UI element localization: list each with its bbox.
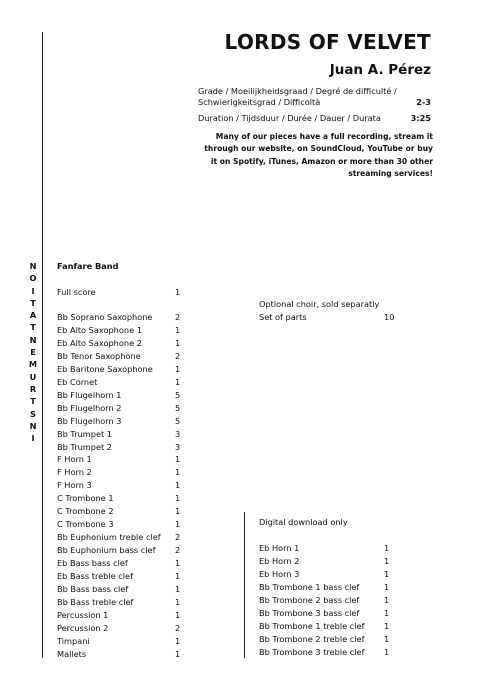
band-part-qty: 1 xyxy=(175,571,181,581)
band-part-name: Eb Bass treble clef xyxy=(57,571,133,581)
band-part-name: Bb Flugelhorn 1 xyxy=(57,389,122,400)
band-part-name: Bb Trumpet 1 xyxy=(57,428,112,439)
left-margin-rule xyxy=(42,32,43,658)
digital-part-name: Bb Trombone 2 treble clef xyxy=(259,634,365,644)
band-part-name: F Horn 2 xyxy=(57,467,92,478)
digital-part-qty: 1 xyxy=(384,608,390,618)
digital-part-name: Eb Horn 1 xyxy=(259,543,300,553)
digital-part-qty: 1 xyxy=(384,543,390,553)
band-part-qty: 1 xyxy=(175,337,181,348)
band-part-name: Bb Bass bass clef xyxy=(57,583,129,594)
side-label-letter: T xyxy=(30,297,36,308)
band-part-qty: 1 xyxy=(175,609,181,620)
side-label-letter: U xyxy=(29,371,37,382)
band-part-qty: 5 xyxy=(175,402,181,413)
instrumentation-side-label xyxy=(26,260,40,460)
side-label-letter: E xyxy=(30,347,36,358)
band-part-name: Eb Cornet xyxy=(57,376,98,387)
band-part-name: Eb Alto Saxophone 2 xyxy=(57,337,142,348)
band-part-name: Eb Bass bass clef xyxy=(57,558,128,569)
side-label-letter: R xyxy=(29,383,37,394)
digital-heading: Digital download only xyxy=(259,517,348,527)
band-part-name: Eb Baritone Saxophone xyxy=(57,363,153,374)
band-part-qty: 1 xyxy=(175,506,181,517)
band-part-name: Bb Euphonium bass clef xyxy=(57,545,156,556)
side-label-letter: T xyxy=(30,396,36,407)
band-part-qty: 1 xyxy=(175,324,181,335)
streaming-note: Many of our pieces have a full recording, stream it through our website, on SoundCloud, YouTube or buy it on Spotify, iTunes, Amazon or more than 30 other streaming services! xyxy=(204,132,433,179)
band-part-name: Percussion 1 xyxy=(57,609,109,620)
side-label-letter: O xyxy=(29,273,37,284)
side-label-letter: M xyxy=(28,359,38,370)
digital-part-qty: 1 xyxy=(384,556,390,566)
digital-part-name: Bb Trombone 1 bass clef xyxy=(259,582,360,592)
side-label-letter: I xyxy=(31,285,35,296)
duration-label: Duration / Tijdsduur / Durée / Dauer / Durata xyxy=(198,113,381,123)
band-part-qty: 2 xyxy=(175,622,181,633)
grade-value: 2-3 xyxy=(416,97,431,107)
band-part-name: C Trombone 3 xyxy=(57,519,114,530)
band-part-name: Bb Trumpet 2 xyxy=(57,441,112,452)
band-part-qty: 3 xyxy=(175,441,181,452)
digital-part-qty: 1 xyxy=(384,569,390,579)
digital-part-name: Bb Trombone 1 treble clef xyxy=(259,621,365,631)
band-part-qty: 1 xyxy=(175,454,181,465)
band-heading: Fanfare Band xyxy=(57,261,119,271)
band-part-name: Bb Euphonium treble clef xyxy=(57,532,161,543)
band-part-qty: 1 xyxy=(175,493,181,504)
optional-item-name: Set of parts xyxy=(259,312,307,322)
band-part-name: Bb Tenor Saxophone xyxy=(57,350,141,361)
band-part-qty: 1 xyxy=(175,376,181,387)
band-part-qty: 1 xyxy=(175,596,181,607)
optional-item-qty: 10 xyxy=(384,312,395,322)
band-part-name: C Trombone 2 xyxy=(57,506,114,517)
digital-part-qty: 1 xyxy=(384,647,390,657)
duration-value: 3:25 xyxy=(410,113,431,123)
band-part-name: Timpani xyxy=(57,635,90,646)
band-part-qty: 2 xyxy=(175,545,181,556)
side-label-letter: I xyxy=(31,433,35,444)
optional-heading: Optional choir, sold separatly xyxy=(259,299,380,309)
band-part-qty: 5 xyxy=(175,389,181,400)
band-part-name: Eb Alto Saxophone 1 xyxy=(57,324,142,335)
grade-label-line1: Grade / Moeilijkheidsgraad / Degré de difficulté / xyxy=(198,86,397,96)
band-part-name: Mallets xyxy=(57,648,87,659)
band-part-qty: 1 xyxy=(175,558,181,569)
band-part-qty: 3 xyxy=(175,428,181,439)
digital-column-rule xyxy=(244,512,245,658)
side-label-letter: N xyxy=(29,334,37,345)
band-part-qty: 1 xyxy=(175,583,181,594)
digital-part-qty: 1 xyxy=(384,595,390,605)
digital-part-name: Eb Horn 2 xyxy=(259,556,300,566)
band-part-qty: 1 xyxy=(175,480,181,491)
side-label-letter: N xyxy=(29,420,37,431)
piece-title: LORDS OF VELVET xyxy=(224,30,431,54)
band-part-qty: 1 xyxy=(175,363,181,374)
band-part-qty: 2 xyxy=(175,350,181,361)
side-label-letter: N xyxy=(29,261,37,271)
digital-part-qty: 1 xyxy=(384,634,390,644)
band-part-qty: 1 xyxy=(175,635,181,646)
digital-part-name: Bb Trombone 2 bass clef xyxy=(259,595,360,605)
band-part-name: Bb Bass treble clef xyxy=(57,596,134,607)
digital-part-name: Bb Trombone 3 treble clef xyxy=(259,647,365,657)
band-part-name: F Horn 1 xyxy=(57,454,92,465)
band-part-name: Bb Soprano Saxophone xyxy=(57,312,153,322)
band-part-qty: 5 xyxy=(175,415,181,426)
band-part-name: Bb Flugelhorn 3 xyxy=(57,415,122,426)
full-score-name: Full score xyxy=(57,287,96,297)
digital-part-name: Bb Trombone 3 bass clef xyxy=(259,608,360,618)
band-part-name: C Trombone 1 xyxy=(57,493,114,504)
side-label-letter: T xyxy=(30,322,36,333)
side-label-letter: S xyxy=(30,408,36,419)
band-part-qty: 2 xyxy=(175,312,181,322)
band-part-qty: 2 xyxy=(175,532,181,543)
band-part-name: F Horn 3 xyxy=(57,480,92,491)
composer-name: Juan A. Pérez xyxy=(329,62,431,78)
band-part-name: Bb Flugelhorn 2 xyxy=(57,402,122,413)
digital-part-qty: 1 xyxy=(384,621,390,631)
side-label-letter: A xyxy=(29,310,37,321)
digital-part-qty: 1 xyxy=(384,582,390,592)
full-score-qty: 1 xyxy=(175,287,181,297)
band-part-qty: 1 xyxy=(175,519,181,530)
band-part-name: Percussion 2 xyxy=(57,622,109,633)
band-part-qty: 1 xyxy=(175,648,181,659)
band-part-qty: 1 xyxy=(175,467,181,478)
digital-part-name: Eb Horn 3 xyxy=(259,569,300,579)
grade-label-line2: Schwierigkeitsgrad / Difficoltà xyxy=(198,97,321,107)
